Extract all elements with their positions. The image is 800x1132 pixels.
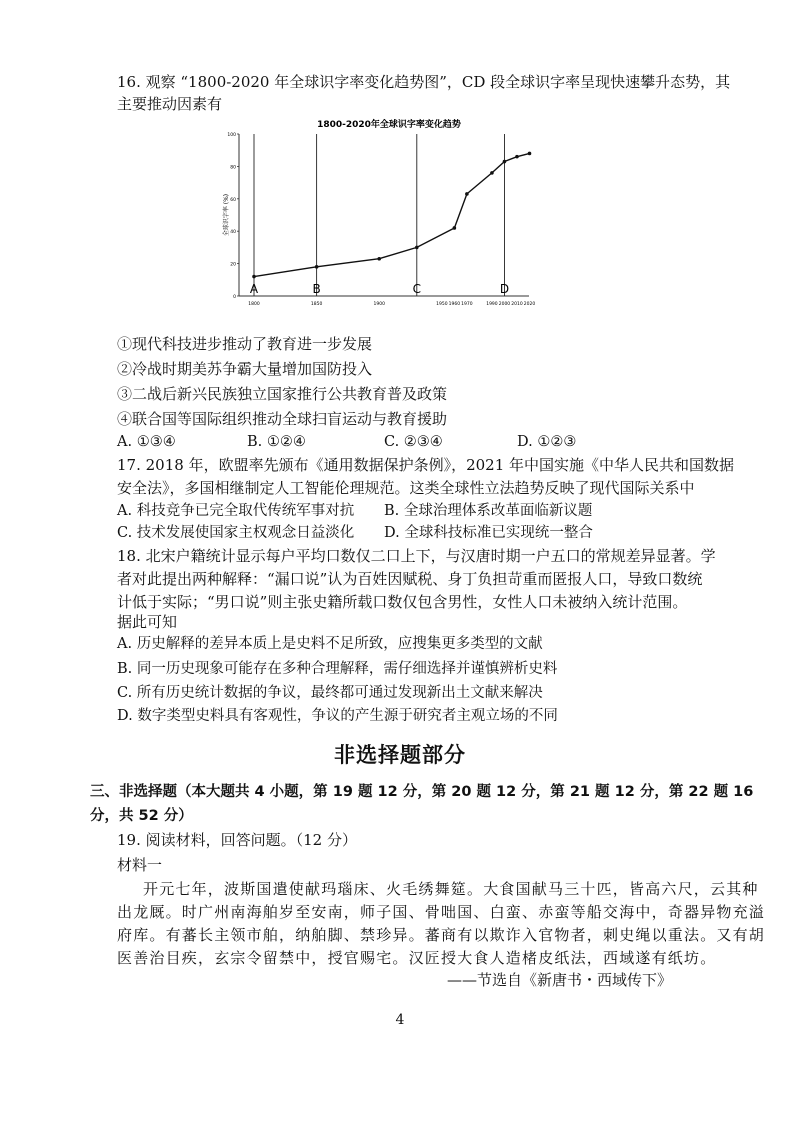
q18-stem-line1: 18. 北宋户籍统计显示每户平均口数仅二口上下，与汉唐时期一户五口的常规差异显著。学 bbox=[117, 547, 716, 565]
chart-marks bbox=[227, 132, 535, 307]
y-tick-label: 20 bbox=[230, 262, 236, 268]
page-number: 4 bbox=[395, 1012, 405, 1028]
data-point bbox=[453, 226, 457, 230]
marker-label-d: D bbox=[499, 282, 510, 296]
q19-material-line1: 开元七年，波斯国遣使献玛瑙床、火毛绣舞筵。大食国献马三十匹，皆高六尺，云其种 bbox=[143, 880, 759, 898]
x-tick-label: 2000 bbox=[498, 302, 511, 307]
marker-label-c: C bbox=[412, 282, 421, 296]
data-point bbox=[528, 152, 532, 156]
chart-title: 1800-2020年全球识字率变化趋势 bbox=[317, 120, 461, 130]
data-point bbox=[377, 257, 381, 261]
q17-option-b[interactable]: B. 全球治理体系改革面临新议题 bbox=[384, 503, 593, 519]
q17-stem-line1: 17. 2018 年，欧盟率先颁布《通用数据保护条例》，2021 年中国实施《中华人民共和国数据 bbox=[117, 456, 735, 474]
q16-option-b[interactable]: B. ①②④ bbox=[247, 434, 306, 450]
section-heading-line2: 分，共 52 分） bbox=[90, 808, 193, 824]
data-point bbox=[252, 275, 256, 279]
section-title: 非选择题部分 bbox=[334, 743, 466, 767]
q16-option-c[interactable]: C. ②③④ bbox=[384, 434, 443, 450]
q17-stem-line2: 安全法》，多国相继制定人工智能伦理规范。这类全球性立法趋势反映了现代国际关系中 bbox=[117, 479, 695, 497]
q19-stem: 19. 阅读材料，回答问题。（12 分） bbox=[117, 831, 357, 849]
y-tick-label: 100 bbox=[227, 133, 236, 138]
q18-stem-line4: 据此可知 bbox=[117, 613, 178, 631]
data-point bbox=[465, 192, 469, 196]
section-heading-line1: 三、非选择题（本大题共 4 小题，第 19 题 12 分，第 20 题 12 分，第 21 题 12 分，第 22 题 16 bbox=[90, 784, 754, 800]
data-point bbox=[415, 246, 419, 250]
chart-ylabel: 全球识字率 (%) bbox=[223, 193, 230, 237]
data-point bbox=[490, 171, 494, 175]
q16-item-3: ③二战后新兴民族独立国家推行公共教育普及政策 bbox=[117, 385, 448, 403]
x-tick-label: 1970 bbox=[461, 302, 473, 307]
marker-label-a: A bbox=[249, 282, 259, 296]
q18-stem-line3: 计低于实际；“男口说”则主张史籍所载口数仅包含男性，女性人口未被纳入统计范围。 bbox=[117, 593, 688, 611]
q18-option-c[interactable]: C. 所有历史统计数据的争议，最终都可通过发现新出土文献来解决 bbox=[117, 685, 543, 701]
q16-option-d[interactable]: D. ①②③ bbox=[517, 434, 577, 450]
q16-item-4: ④联合国等国际组织推动全球扫盲运动与教育援助 bbox=[117, 410, 448, 428]
literacy-rate-chart bbox=[223, 116, 536, 316]
q16-item-2: ②冷战时期美苏争霸大量增加国防投入 bbox=[117, 360, 373, 378]
marker-label-b: B bbox=[312, 282, 321, 296]
q19-material-line4: 医善治目疾，玄宗令留禁中，授官赐宅。汉匠授大食人造楮皮纸法，西域遂有纸坊。 bbox=[117, 949, 717, 967]
q19-material-line2: 出龙厩。时广州南海舶岁至安南，师子国、骨咄国、白蛮、赤蛮等船交海中，奇器异物充溢 bbox=[117, 903, 766, 921]
x-tick-label: 1850 bbox=[310, 302, 323, 307]
x-tick-label: 1960 bbox=[448, 302, 461, 307]
q18-option-b[interactable]: B. 同一历史现象可能存在多种合理解释，需仔细选择并谨慎辨析史料 bbox=[117, 661, 558, 677]
q18-stem-line2: 者对此提出两种解释：“漏口说”认为百姓因赋税、身丁负担苛重而匿报人口，导致口数统 bbox=[117, 570, 703, 588]
data-point bbox=[515, 155, 519, 159]
q18-option-a[interactable]: A. 历史解释的差异本质上是史料不足所致，应搜集更多类型的文献 bbox=[117, 636, 543, 652]
x-tick-label: 1990 bbox=[486, 302, 498, 307]
q16-item-1: ①现代科技进步推动了教育进一步发展 bbox=[117, 335, 373, 353]
x-tick-label: 2020 bbox=[523, 302, 536, 307]
q16-stem-line2: 主要推动因素有 bbox=[117, 95, 223, 113]
y-tick-label: 40 bbox=[230, 230, 236, 236]
q19-material-label: 材料一 bbox=[117, 856, 163, 874]
y-tick-label: 0 bbox=[233, 295, 236, 300]
series-line bbox=[254, 153, 530, 276]
x-tick-label: 2010 bbox=[511, 302, 523, 307]
q17-option-c[interactable]: C. 技术发展使国家主权观念日益淡化 bbox=[117, 525, 355, 541]
q16-stem-line1: 16. 观察 “1800-2020 年全球识字率变化趋势图”，CD 段全球识字率呈现快速攀升态势，其 bbox=[117, 73, 731, 91]
y-tick-label: 80 bbox=[230, 165, 236, 171]
y-tick-label: 60 bbox=[230, 197, 236, 203]
q19-material-line3: 府库。有蕃长主领市舶，纳舶脚、禁珍异。蕃商有以欺诈入官物者，刺史绳以重法。又有胡 bbox=[117, 926, 766, 944]
q18-option-d[interactable]: D. 数字类型史料具有客观性，争议的产生源于研究者主观立场的不同 bbox=[117, 708, 558, 724]
x-tick-label: 1800 bbox=[248, 302, 260, 307]
q19-source: ——节选自《新唐书・西域传下》 bbox=[446, 971, 672, 989]
data-point bbox=[503, 160, 507, 164]
q17-option-d[interactable]: D. 全球科技标准已实现统一整合 bbox=[384, 525, 593, 541]
q16-option-a[interactable]: A. ①③④ bbox=[117, 434, 176, 450]
q17-option-a[interactable]: A. 科技竞争已完全取代传统军事对抗 bbox=[117, 503, 355, 519]
x-tick-label: 1900 bbox=[373, 302, 385, 307]
x-tick-label: 1950 bbox=[436, 302, 448, 307]
data-point bbox=[315, 265, 319, 269]
